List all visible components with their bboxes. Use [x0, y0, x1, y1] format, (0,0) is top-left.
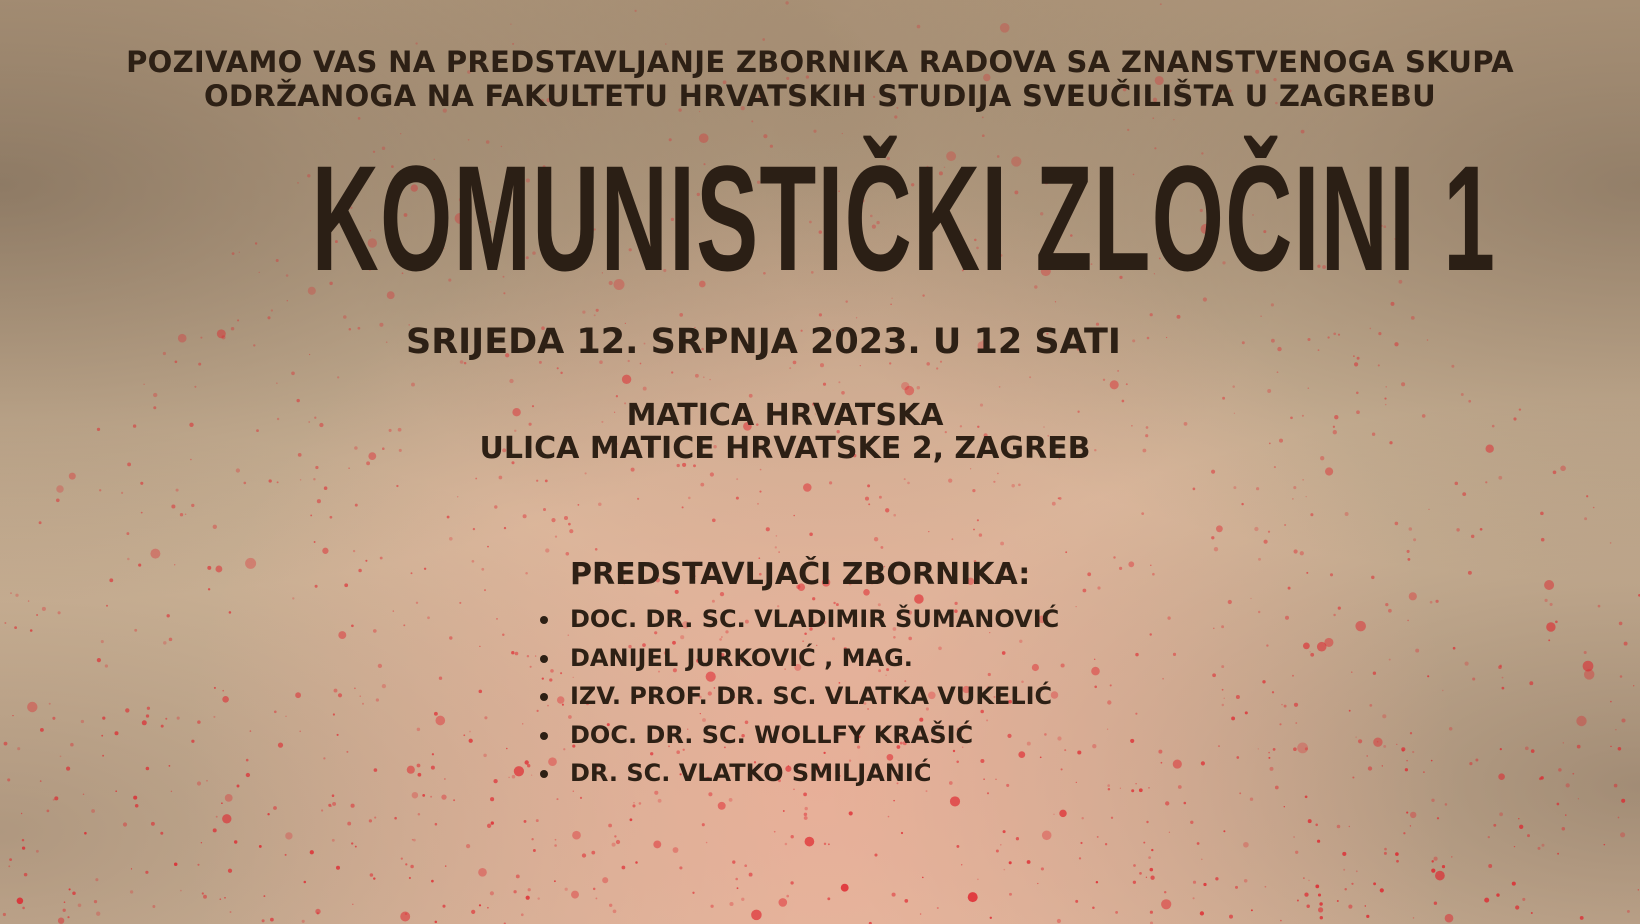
bullet-icon [540, 732, 548, 740]
bullet-icon [540, 616, 548, 624]
bullet-icon [540, 770, 548, 778]
presenters-list [538, 604, 1059, 797]
presenter-name: IZV. PROF. DR. SC. VLATKA VUKELIĆ [570, 682, 1053, 710]
presenter-name: DOC. DR. SC. WOLLFY KRAŠIĆ [570, 720, 974, 749]
bullet-icon [540, 655, 548, 663]
presenter-item [538, 643, 1059, 682]
presenter-name: DR. SC. VLATKO SMILJANIĆ [570, 759, 932, 787]
presenter-name: DOC. DR. SC. VLADIMIR ŠUMANOVIĆ [570, 605, 1060, 633]
presenter-item [538, 720, 1059, 759]
presenter-name: DANIJEL JURKOVIĆ , MAG. [570, 643, 913, 672]
venue-name: MATICA HRVATSKA [626, 398, 944, 433]
invitation-line-2: ODRŽANOGA NA FAKULTETU HRVATSKIH STUDIJA SVEUČILIŠTA U ZAGREBU [203, 79, 1436, 113]
poster-title: KOMUNISTIČKI ZLOČINI 1 [311, 134, 1497, 302]
invitation-line-1: POZIVAMO VAS NA PREDSTAVLJANJE ZBORNIKA RADOVA SA ZNANSTVENOGA SKUPA [126, 45, 1514, 79]
presenter-item [538, 681, 1059, 720]
venue-address: ULICA MATICE HRVATSKE 2, ZAGREB [479, 431, 1091, 466]
presenter-item [538, 604, 1059, 643]
event-date: SRIJEDA 12. SRPNJA 2023. U 12 SATI [406, 322, 1121, 362]
bullet-icon [540, 693, 548, 701]
presenter-item [538, 758, 1059, 797]
presenters-heading: PREDSTAVLJAČI ZBORNIKA: [570, 557, 1031, 592]
